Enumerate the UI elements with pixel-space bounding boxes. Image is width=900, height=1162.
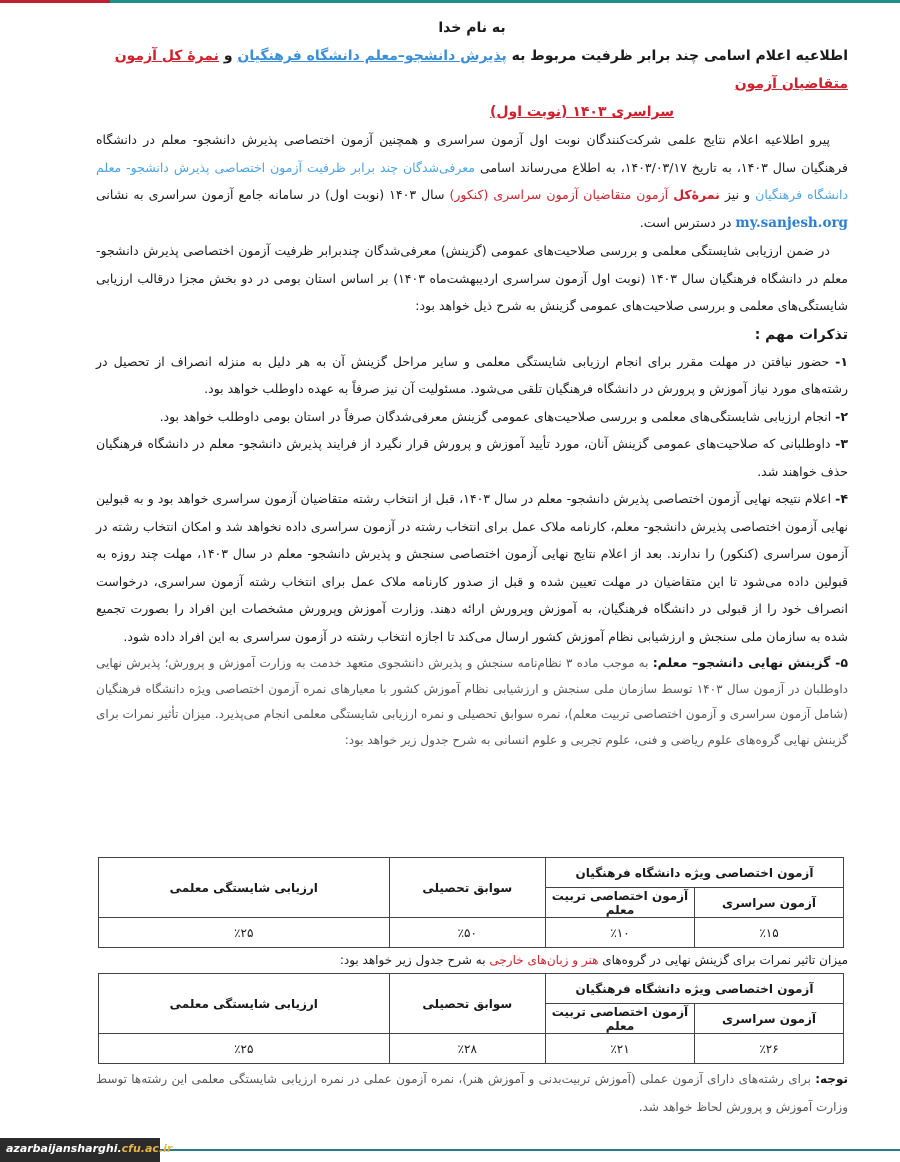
table1-value-competency: ٪۲۵	[99, 918, 390, 948]
note-5-text: به موجب ماده ۳ نظام‌نامه سنجش و پذیرش دانشجوی متعهد خدمت به وزارت آموزش و پرورش؛ پذیرش نهایی داوطلبان در آزمون سال ۱۴۰۳ توسط سازمان ملی سنجش و ارزشیابی نظام آموزش کشور با معیارهای نمره آزمون اختصاصی ویژه دانشگاه فرهنگیان (شامل آزمون سراسری و آزمون اختصاصی تربیت معلم)، نمره سوابق تحصیلی و نمره ارزیابی شایستگی معلمی انجام می‌پذیرد. میزان تأثیر نمرات برای گزینش نهایی گروه‌های علوم ریاضی و فنی، علوم تجربی و علوم انسانی به شرح جدول زیر خواهد بود:	[96, 656, 848, 747]
practical-exam-note	[96, 1065, 848, 1121]
intro-text-b: معرفی‌شدگان چند برابر ظرفیت آزمون اختصاصی پذیرش دانشجو- معلم دانشگاه فرهنگیان	[96, 159, 849, 202]
intro-text-g: در دسترس است.	[639, 214, 736, 230]
table2-header-competency: ارزیابی شایستگی معلمی	[99, 974, 390, 1034]
mid-text-b: به شرح جدول زیر خواهد بود:	[339, 953, 490, 967]
note-text: برای رشته‌های دارای آزمون عملی (آموزش تربیت‌بدنی و آموزش هنر)، نمره آزمون عملی در نمره ارزیابی شایستگی معلمی این رشته‌ها توسط وزارت آموزش و پرورش لحاظ خواهد شد.	[96, 1072, 848, 1114]
title-red-part-2: سراسری ۱۴۰۳ (نوبت اول)	[490, 104, 674, 120]
note-item-3	[96, 430, 848, 485]
art-languages-intro	[96, 948, 848, 972]
sanjesh-link[interactable]: my.sanjesh.org	[735, 214, 848, 231]
intro-text-f: سال ۱۴۰۳ (نوبت اول) در سامانه جامع آزمون سراسری به نشانی	[96, 187, 450, 202]
table2-header-academic-records: سوابق تحصیلی	[389, 974, 545, 1034]
footer-site-name: azarbaijansharghi.	[6, 1142, 122, 1155]
table2-value-national-exam: ٪۲۶	[695, 1034, 844, 1064]
selection-paragraph: در ضمن ارزیابی شایستگی معلمی و بررسی صلاحیت‌های عمومی (گزینش) معرفی‌شدگان چندبرابر ظرفیت آزمون اختصاصی پذیرش دانشجو- معلم در دانشگاه فرهنگیان سال ۱۴۰۳ (نوبت اول آزمون سراسری اردیبهشت‌ماه ۱۴۰۳) بر اساس استان بومی در دو بخش مجزا درقالب ارزیابی شایستگی‌های معلمی و بررسی صلاحیت‌های عمومی گزینش به شرح ذیل خواهد بود:	[96, 243, 848, 313]
title-red-part: نمرۀ کل آزمون متقاضیان آزمون	[114, 48, 848, 92]
note-2-text: انجام ارزیابی شایستگی‌های معلمی و بررسی صلاحیت‌های عمومی گزینش معرفی‌شدگان صرفاً در استان بومی داوطلب خواهد بود.	[159, 408, 836, 424]
intro-text-c: و نیز	[719, 187, 756, 202]
table2-header-teacher-exam: آزمون اختصاصی تربیت معلم	[546, 1004, 695, 1034]
intro-text-a: پیرو اطلاعیه اعلام نتایج علمی شرکت‌کنندگان نوبت اول آزمون سراسری و همچنین آزمون اختصاصی پذیرش دانشجو- معلم در دانشگاه فرهنگیان سال ۱۴۰۳، به تاریخ ۱۴۰۳/۰۳/۱۷، به اطلاع می‌رساند اسامی	[96, 132, 848, 175]
footer-site-suffix: cfu.ac.ir	[121, 1142, 173, 1155]
title-part-1: اطلاعیه اعلام اسامی چند برابر ظرفیت مربوط به	[506, 48, 848, 64]
footer-site-link[interactable]	[6, 1142, 172, 1155]
intro-text-e: آزمون متقاضیان آزمون سراسری (کنکور)	[449, 187, 674, 202]
bismillah-heading: به نام خدا	[438, 20, 506, 36]
note-5-heading: ۵- گزینش نهایی دانشجو– معلم:	[652, 655, 849, 670]
table1-value-national-exam: ٪۱۵	[695, 918, 844, 948]
footer-line	[160, 1149, 900, 1151]
top-bar-red-segment	[0, 0, 110, 3]
announcement-title	[96, 42, 848, 126]
table2-value-teacher-exam: ٪۲۱	[546, 1034, 695, 1064]
table1-value-academic-records: ٪۵۰	[389, 918, 545, 948]
top-bar-teal-segment	[110, 0, 900, 3]
announcement-body	[96, 14, 848, 753]
intro-paragraph	[96, 126, 848, 237]
notes-heading: تذکرات مهم :	[754, 326, 848, 343]
mid-text-a: میزان تاثیر نمرات برای گزینش نهایی در گروه‌های	[598, 953, 848, 967]
table1-header-academic-records: سوابق تحصیلی	[389, 858, 545, 918]
table1-header-teacher-exam: آزمون اختصاصی تربیت معلم	[546, 888, 695, 918]
note-3-number: ۳-	[835, 436, 848, 451]
weights-table-main-groups	[98, 857, 844, 948]
mid-text-red: هنر و زبان‌های خارجی	[489, 953, 599, 967]
weights-table-art-languages	[98, 973, 844, 1064]
note-item-5	[96, 650, 848, 753]
note-label: توجه:	[815, 1072, 848, 1086]
top-accent-bar	[0, 0, 900, 6]
note-item-1	[96, 348, 848, 403]
title-blue-part: پذیرش دانشجو–معلم دانشگاه فرهنگیان	[237, 48, 507, 64]
intro-text-d: نمرۀکل	[673, 187, 720, 202]
note-4-number: ۴-	[835, 491, 849, 506]
note-2-number: ۲-	[835, 408, 848, 424]
note-item-2	[96, 403, 848, 431]
note-3-text: داوطلبانی که صلاحیت‌های عمومی گزینش آنان، مورد تأیید آموزش و پرورش قرار نگیرد از فرایند پذیرش دانشجو- معلم در دانشگاه فرهنگیان حذف خواهند شد.	[96, 436, 848, 479]
table1-header-national-exam: آزمون سراسری	[695, 888, 844, 918]
table1-header-competency: ارزیابی شایستگی معلمی	[99, 858, 390, 918]
footer-bar	[0, 1138, 900, 1162]
table1-group-header: آزمون اختصاصی ویژه دانشگاه فرهنگیان	[546, 858, 844, 888]
note-1-number: ۱-	[835, 353, 848, 369]
note-4-text: اعلام نتیجه نهایی آزمون اختصاصی پذیرش دانشجو- معلم در سال ۱۴۰۳، قبل از انتخاب رشته متقاضیان آزمون سراسری خواهد بود و به قبولین نهایی آزمون اختصاصی پذیرش دانشجو- معلم، کارنامه ملاک عمل برای انتخاب رشته در آزمون سراسری داده نخواهد شد و امکان انتخاب رشته در آزمون سراسری (کنکور) را ندارند. بعد از اعلام نتایج نهایی آزمون اختصاصی سنجش و پذیرش دانشجو- معلم در سال ۱۴۰۳، مهلت چند روزه به قبولین داده می‌شود تا این متقاضیان در مهلت تعیین شده و قبل از صدور کارنامه ملاک عمل برای انتخاب رشته آزمون سراسری، درخواست انصراف خود را از قبولی در دانشگاه فرهنگیان، به آموزش وپرورش ارائه دهند. وزارت آموزش وپرورش مشخصات این افراد را بصورت تجمیع شده به سازمان ملی سنجش و ارزشیابی نظام آموزش کشور ارسال می‌کند تا اجازه انتخاب رشته در آزمون سراسری به این افراد داده شود.	[96, 491, 848, 644]
table2-value-competency: ٪۲۵	[99, 1034, 390, 1064]
title-part-2: و	[218, 48, 238, 64]
table1-value-teacher-exam: ٪۱۰	[546, 918, 695, 948]
note-1-text: حضور نیافتن در مهلت مقرر برای انجام ارزیابی شایستگی معلمی و سایر مراحل گزینش آن به هر دلیل به منزله انصراف از تحصیل در رشته‌های مورد نیاز آموزش و پرورش در دانشگاه فرهنگیان تلقی می‌شود. مسئولیت آن نیز صرفاً به عهده داوطلب خواهد بود.	[96, 353, 848, 396]
table2-value-academic-records: ٪۲۸	[389, 1034, 545, 1064]
note-item-4	[96, 485, 848, 650]
table2-group-header: آزمون اختصاصی ویژه دانشگاه فرهنگیان	[546, 974, 844, 1004]
table2-header-national-exam: آزمون سراسری	[695, 1004, 844, 1034]
